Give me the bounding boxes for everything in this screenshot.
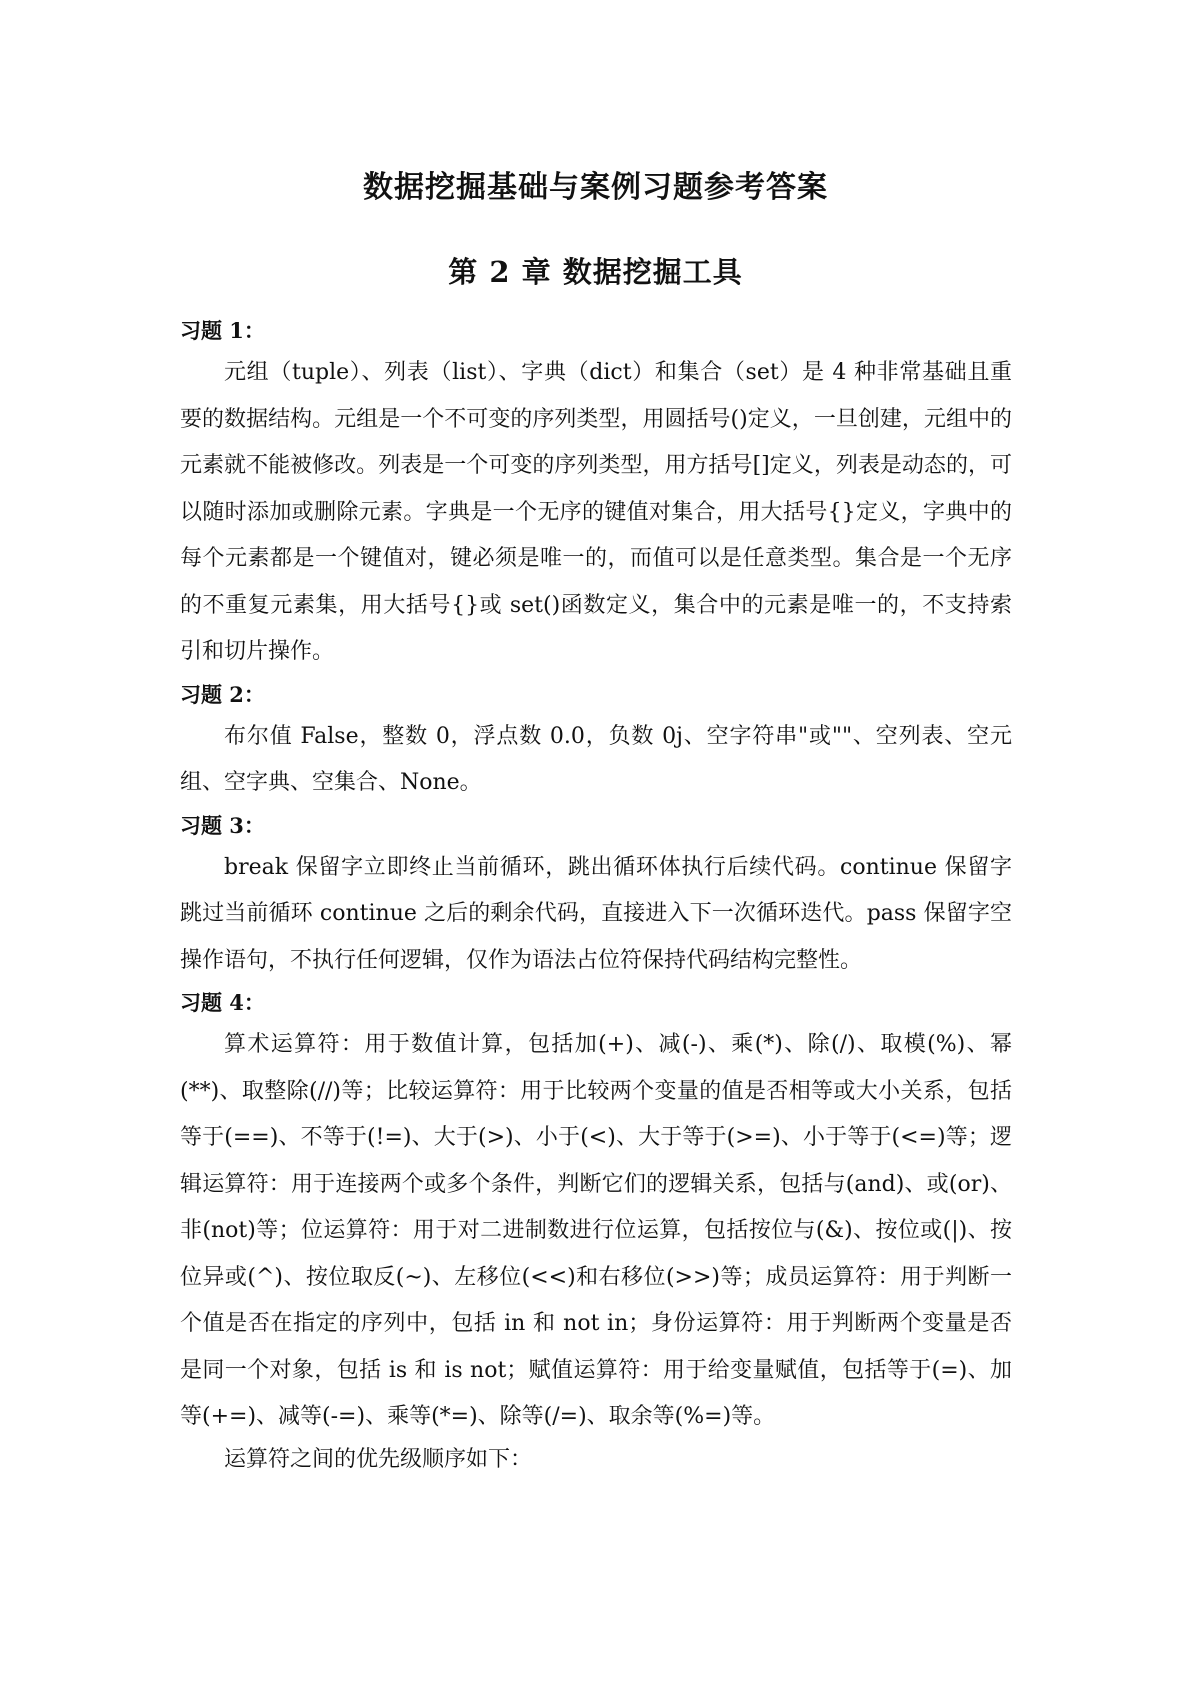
exercise-1-heading: 习题 1： bbox=[180, 318, 265, 343]
exercise-2-answer: 布尔值 False，整数 0，浮点数 0.0，负数 0j、空字符串"或""、空列表、空元组、空字典、空集合、None。 bbox=[180, 723, 1012, 795]
exercise-3-heading: 习题 3： bbox=[180, 812, 265, 838]
exercise-2-heading: 习题 2： bbox=[180, 681, 265, 707]
operator-precedence-intro: 运算符之间的优先级顺序如下： bbox=[224, 1446, 533, 1472]
exercise-4-heading: 习题 4： bbox=[180, 990, 265, 1015]
document-title: 数据挖掘基础与案例习题参考答案 bbox=[363, 170, 828, 205]
exercise-3-answer: break 保留字立即终止当前循环，跳出循环体执行后续代码。continue 保留字跳过当前循环 continue 之后的剩余代码，直接进入下一次循环迭代。pass 保留字空操作语句，不执行任何逻辑，仅作为语法占位符保持代码结构完整性。 bbox=[180, 854, 1012, 973]
exercise-4-answer: 算术运算符：用于数值计算，包括加(+)、减(-)、乘(*)、除(/)、取模(%)、幂(**)、取整除(//)等；比较运算符：用于比较两个变量的值是否相等或大小关系，包括等于(==)、不等于(!=)、大于(>)、小于(<)、大于等于(>=)、小于等于(<=)等；逻辑运算符：用于连接两个或多个条件，判断它们的逻辑关系，包括与(and)、或(or)、非(not)等；位运算符：用于对二进制数进行位运算，包括按位与(&)、按位或(|)、按位异或(^)、按位取反(~)、左移位(<<)和右移位(>>)等；成员运算符：用于判断一个值是否在指定的序列中，包括 in 和 not in；身份运算符：用于判断两个变量是否是同一个对象，包括 is 和 is not；赋值运算符：用于给变量赋值，包括等于(=)、加等(+=)、减等(-=)、乘等(*=)、除等(/=)、取余等(%=)等。 bbox=[180, 1032, 1012, 1429]
document-body bbox=[180, 316, 1012, 1487]
exercise-1-answer: 元组（tuple）、列表（list）、字典（dict）和集合（set）是 4 种非常基础且重要的数据结构。元组是一个不可变的序列类型，用圆括号()定义，一旦创建，元组中的元素就不能被修改。列表是一个可变的序列类型，用方括号[]定义，列表是动态的，可以随时添加或删除元素。字典是一个无序的键值对集合，用大括号{}定义，字典中的每个元素都是一个键值对，键必须是唯一的，而值可以是任意类型。集合是一个无序的不重复元素集，用大括号{}或 set()函数定义，集合中的元素是唯一的，不支持索引和切片操作。 bbox=[180, 360, 1012, 664]
chapter-title: 第 2 章 数据挖掘工具 bbox=[448, 255, 743, 289]
